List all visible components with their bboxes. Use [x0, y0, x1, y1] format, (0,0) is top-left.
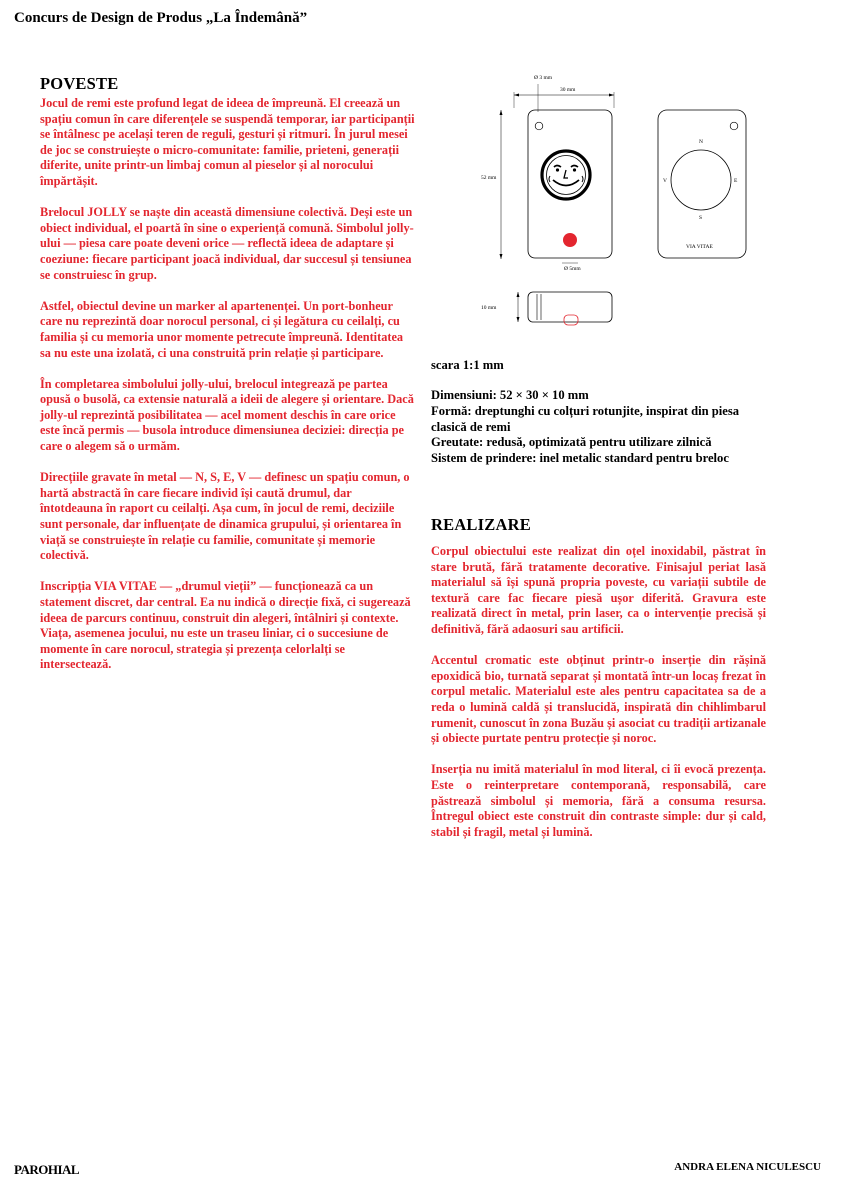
poveste-paragraph: Brelocul JOLLY se naște din această dimensiune colectivă. Deși este un obiect individual, el poartă în sine o experiență comună. Simbolul jolly-ului — piesa care poate deveni orice — reflectă ideea de adaptare și coeziune: fiecare participant joacă individual, dar succesul și tensiunea se construiesc în grup.	[40, 205, 414, 282]
poveste-text	[40, 96, 415, 689]
compass-east: E	[734, 178, 738, 184]
realizare-heading: REALIZARE	[431, 515, 531, 534]
spec-line: Dimensiuni: 52 × 30 × 10 mm	[431, 388, 589, 402]
technical-drawing	[470, 70, 770, 335]
compass-icon	[671, 150, 731, 210]
spec-line: Sistem de prindere: inel metalic standard pentru breloc	[431, 451, 729, 466]
poveste-paragraph: În completarea simbolului jolly-ului, brelocul integrează pe partea opusă o busolă, ca extensie naturală a ideii de alegere și orientare. Dacă jolly-ul reprezintă posibilitatea — acel moment deschis în care orice este încă permis — busola introduce dimensiunea deciziei: direcția pe care o alegem să o urmăm.	[40, 376, 414, 454]
realizare-paragraph: Corpul obiectului este realizat din oțel inoxidabil, păstrat în stare brută, fără tratamente decorative. Finisajul periat lasă materialul să își spună propria poveste, cu variații subtile de textură care fac fiecare piesă ușor diferită. Gravura este realizată direct în metal, prin laser, ca o intervenție precisă și definitivă, fără adaosuri sau artificii.	[431, 544, 766, 636]
author-name: ANDRA ELENA NICULESCU	[674, 1161, 821, 1173]
poveste-paragraph: Astfel, obiectul devine un marker al apartenenței. Un port-bonheur care nu reprezintă doar norocul personal, ci și legătura cu ceilalți, cu familia și cu memoria unor momente petrecute împreună. Identitatea sa nu este una izolată, ci una construită prin relație și participare.	[40, 298, 404, 360]
compass-west: V	[663, 178, 667, 184]
brand-logo: PAROHIAL	[14, 1162, 80, 1177]
realizare-paragraph: Inserția nu imită materialul în mod literal, ci îi evocă prezența. Este o reinterpretare contemporană, responsabilă, care păstrează simbolul și memoria, fără a consuma resursa. Întregul obiect este construit din contraste simple: dur și cald, stabil și fragil, metal și lumină.	[431, 762, 766, 839]
spec-line: Formă: dreptunghi cu colțuri rotunjite, inspirat din piesa clasică de remi	[431, 403, 740, 434]
compass-north: N	[699, 139, 703, 145]
realizare-text	[431, 544, 766, 856]
compass-south: S	[699, 215, 703, 221]
height-dimension-label: 52 mm	[481, 175, 497, 181]
dot-dimension-label: Ø 5mm	[564, 266, 581, 272]
poveste-paragraph: Inscripția VIA VITAE — „drumul vieții” — funcționează ca un statement discret, dar central. Ea nu indică o direcție fixă, ci sugerează ideea de parcurs continuu, construit din alegeri, întâlniri și contexte. Viața, asemenea jocului, nu este un traseu liniar, ci o succesiune de momente în care norocul, strategia și prezența celorlalți se intersectează.	[40, 579, 411, 672]
hole-dimension-label: Ø 3 mm	[534, 75, 553, 81]
resin-insert-dot	[563, 233, 577, 247]
spec-line: Greutate: redusă, optimizată pentru utilizare zilnică	[431, 435, 712, 450]
side-view-outline	[528, 292, 612, 322]
poveste-heading: POVESTE	[40, 74, 119, 93]
jolly-face-icon	[542, 151, 590, 199]
via-vitae-inscription: VIA VITAE	[686, 244, 713, 250]
scale-label: scara 1:1 mm	[431, 358, 504, 372]
thickness-dimension-label: 10 mm	[481, 305, 497, 311]
poveste-paragraph: Jocul de remi este profund legat de ideea de împreună. El creează un spațiu comun în care diferențele se suspendă temporar, iar participanții se întâlnesc pe același teren de reguli, gesturi și ritmuri. În jurul mesei de joc se construiește o micro-comunitate: familie, prieteni, generații diferite, unite printr-un limbaj comun al pieselor și al norocului împărtășit.	[40, 96, 415, 188]
width-dimension-label: 30 mm	[560, 87, 576, 93]
page-title: Concurs de Design de Produs „La Îndemână”	[14, 10, 308, 26]
poveste-paragraph: Direcțiile gravate în metal — N, S, E, V — definesc un spațiu comun, o hartă abstractă în care fiecare individ își caută drumul, dar întotdeauna în raport cu ceilalți. Așa cum, în jocul de remi, deciziile sunt personale, dar influențate de dinamica grupului, și orientarea în viață se construiește în relație cu familie, comunitate și memorie colectivă.	[40, 470, 410, 563]
realizare-paragraph: Accentul cromatic este obținut printr-o inserție din rășină epoxidică bio, turnată separat și montată într-un locaș frezat în corpul metalic. Materialul este ales pentru capacitatea sa de a reda o lumină caldă și translucidă, inspirată din chihlimbarul rumenit, cunoscut în zona Buzău și asociat cu tradiții artizanale și obiecte purtate pentru protecție și noroc.	[431, 653, 766, 746]
keyring-hole	[535, 122, 543, 130]
specifications	[431, 388, 761, 467]
